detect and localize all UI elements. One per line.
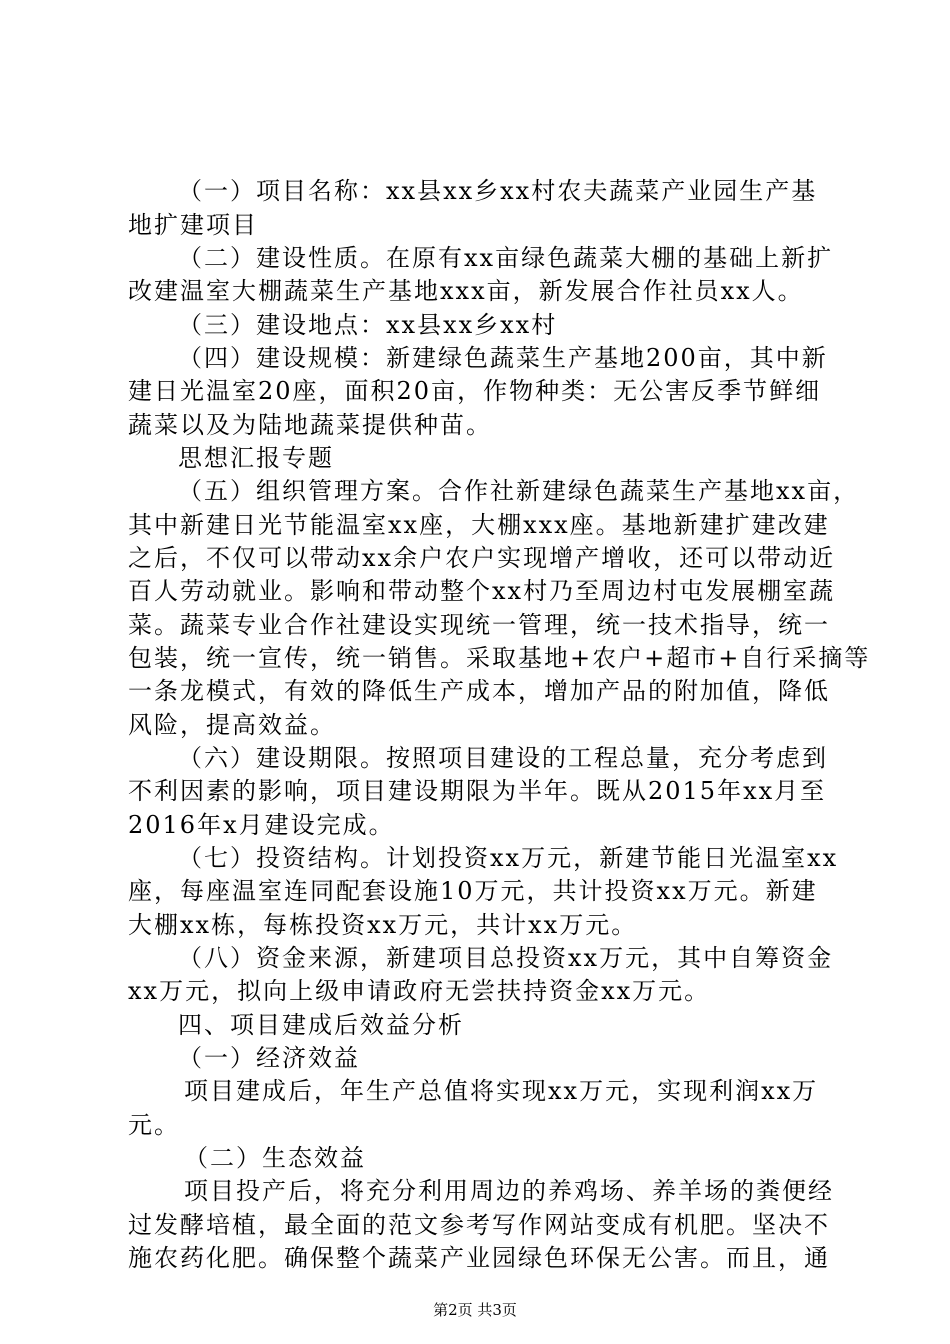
text-line: xx万元，拟向上级申请政府无尝扶持资金xx万元。 (128, 977, 711, 1005)
text-line: 风险，提高效益。 (128, 711, 336, 739)
text-line: 思想汇报专题 (178, 444, 334, 472)
text-line: 建日光温室20座，面积20亩，作物种类：无公害反季节鲜细 (128, 377, 822, 405)
text-line: 不利因素的影响，项目建设期限为半年。既从2015年xx月至 (128, 777, 827, 805)
text-line: （一）项目名称：xx县xx乡xx村农夫蔬菜产业园生产基 (178, 177, 818, 205)
text-line: 大棚xx栋，每栋投资xx万元，共计xx万元。 (128, 911, 638, 939)
section-heading: 四、项目建成后效益分析 (178, 1011, 464, 1039)
text-line: 之后，不仅可以带动xx余户农户实现增产增收，还可以带动近 (128, 544, 836, 572)
text-line: 项目建成后，年生产总值将实现xx万元，实现利润xx万 (184, 1077, 819, 1105)
text-line: （七）投资结构。计划投资xx万元，新建节能日光温室xx (178, 844, 839, 872)
text-line: 改建温室大棚蔬菜生产基地xxx亩，新发展合作社员xx人。 (128, 277, 804, 305)
text-line: （二）建设性质。在原有xx亩绿色蔬菜大棚的基础上新扩 (178, 244, 834, 272)
text-line: （六）建设期限。按照项目建设的工程总量，充分考虑到 (178, 744, 828, 772)
text-line: 2016年x月建设完成。 (128, 811, 395, 839)
text-line: 座，每座温室连同配套设施10万元，共计投资xx万元。新建 (128, 877, 818, 905)
text-line: （五）组织管理方案。合作社新建绿色蔬菜生产基地xx亩， (178, 477, 860, 505)
subsection-heading: （一）经济效益 (178, 1044, 360, 1072)
text-line: 地扩建项目 (128, 211, 258, 239)
text-line: 元。 (128, 1111, 180, 1139)
text-line: 包装，统一宣传，统一销售。采取基地+农户+超市+自行采摘等 (128, 644, 871, 672)
text-line: 过发酵培植，最全面的范文参考写作网站变成有机肥。坚决不 (128, 1211, 830, 1239)
text-line: 一条龙模式，有效的降低生产成本，增加产品的附加值，降低 (128, 677, 830, 705)
text-line: （八）资金来源，新建项目总投资xx万元，其中自筹资金 (178, 944, 834, 972)
text-line: 菜。蔬菜专业合作社建设实现统一管理，统一技术指导，统一 (128, 611, 830, 639)
text-line: 百人劳动就业。影响和带动整个xx村乃至周边村屯发展棚室蔬 (128, 577, 836, 605)
text-line: 其中新建日光节能温室xx座，大棚xxx座。基地新建扩建改建 (128, 511, 830, 539)
text-line: 蔬菜以及为陆地蔬菜提供种苗。 (128, 411, 492, 439)
text-line: 项目投产后，将充分利用周边的养鸡场、养羊场的粪便经 (184, 1177, 834, 1205)
text-line: （四）建设规模：新建绿色蔬菜生产基地200亩，其中新 (178, 344, 828, 372)
page-number-footer: 第2页 共3页 (433, 1301, 517, 1319)
text-line: （三）建设地点：xx县xx乡xx村 (178, 311, 558, 339)
subsection-heading: （二）生态效益 (184, 1144, 366, 1172)
text-line: 施农药化肥。确保整个蔬菜产业园绿色环保无公害。而且，通 (128, 1244, 830, 1272)
